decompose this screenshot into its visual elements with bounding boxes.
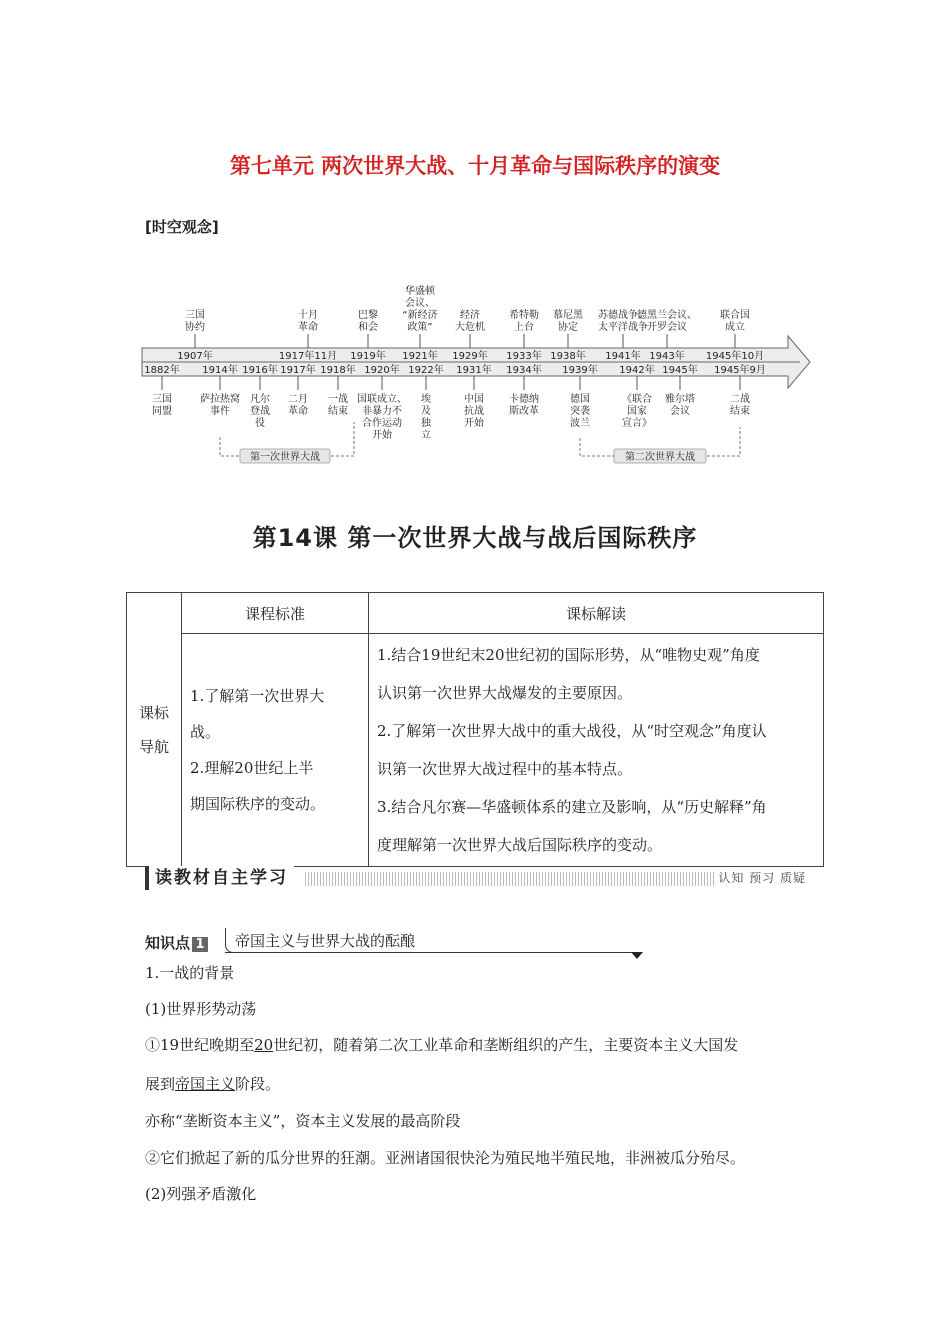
timeline-bottom-label: 中国	[464, 394, 484, 405]
section-label: [时空观念]	[145, 218, 219, 236]
kp-bracket	[225, 928, 234, 953]
timeline-bottom-label: 开始	[464, 418, 484, 429]
timeline-bottom-label: 会议	[670, 406, 690, 417]
timeline-top-label: 政策”	[407, 322, 433, 333]
banner-title: 读教材自主学习	[145, 866, 294, 890]
timeline-bottom-label: 立	[421, 430, 431, 441]
timeline-bottom-label: 役	[255, 418, 265, 429]
timeline-bottom-label: 斯改革	[509, 406, 539, 417]
timeline-bottom-year: 1931年	[456, 365, 492, 376]
side-label-2: 导航	[138, 737, 169, 756]
timeline-top-year: 1919年	[350, 351, 386, 362]
timeline-bottom-year: 1939年	[562, 365, 598, 376]
timeline-bottom-label: 《联合	[622, 394, 652, 405]
ww1-label: 第一次世界大战	[250, 452, 320, 463]
interpretation-line: 识第一次世界大战过程中的基本特点。	[377, 760, 633, 778]
standards-cell	[182, 634, 369, 867]
timeline-top-label: 巴黎	[358, 310, 378, 321]
timeline-top-label: 和会	[358, 322, 378, 333]
standard-line: 1.了解第一次世界大	[190, 687, 325, 705]
timeline-bottom-label: 突袭	[570, 406, 590, 417]
underlined-text: 帝国主义	[175, 1075, 236, 1093]
timeline-bottom-year: 1945年	[662, 365, 698, 376]
kp-label-text: 知识点	[145, 934, 191, 952]
timeline-bottom-label: 国联成立、	[357, 394, 407, 405]
timeline-bottom-label: 开始	[372, 430, 392, 441]
timeline-top-label: “新经济	[402, 310, 438, 321]
paragraph	[145, 1034, 815, 1055]
header-interpretation: 课标解读	[369, 593, 824, 634]
knowledge-point-header	[145, 928, 640, 960]
timeline-bottom-year: 1934年	[506, 365, 542, 376]
timeline-bottom-label: 宣言》	[622, 418, 652, 429]
timeline-bottom-label: 三国	[152, 394, 172, 405]
timeline-bottom-label: 革命	[288, 406, 308, 417]
curriculum-table	[126, 592, 824, 867]
timeline-top-label: 苏德战争、	[598, 310, 648, 321]
timeline-top-label: 联合国	[720, 310, 750, 321]
interpretation-line: 度理解第一次世界大战后国际秩序的变动。	[377, 836, 663, 854]
knowledge-point-title: 帝国主义与世界大战的酝酿	[235, 932, 416, 950]
interpretation-line: 1.结合19世纪末20世纪初的国际形势，从“唯物史观”角度	[377, 646, 760, 664]
timeline-bottom-label: 一战	[328, 394, 348, 405]
timeline-top-label: 上台	[514, 322, 534, 333]
timeline-top-label: 十月	[298, 310, 318, 321]
timeline-bottom-label: 二月	[288, 394, 308, 405]
standard-line: 期国际秩序的变动。	[190, 795, 326, 813]
timeline-top-year: 1943年	[649, 351, 685, 362]
timeline-bottom-year: 1922年	[408, 365, 444, 376]
annotation: 亦称“垄断资本主义”，资本主义发展的最高阶段	[145, 1112, 461, 1130]
timeline-bottom-label: 凡尔	[250, 394, 270, 405]
timeline-top-year: 1938年	[550, 351, 586, 362]
text-span: 阶段。	[235, 1075, 281, 1093]
timeline-bottom-label: 雅尔塔	[665, 394, 695, 405]
timeline-top-year: 1941年	[605, 351, 641, 362]
text-span: 展到	[145, 1075, 176, 1093]
timeline-bottom-year: 1916年	[242, 365, 278, 376]
timeline-bottom-label: 德国	[570, 394, 590, 405]
timeline-bottom-year: 1882年	[144, 365, 180, 376]
timeline-top-year: 1917年11月	[278, 351, 338, 362]
side-label-1: 课标	[138, 703, 169, 722]
timeline-bottom-label: 二战	[730, 394, 750, 405]
timeline-bottom-label: 非暴力不	[362, 406, 402, 417]
timeline-bottom-label: 登战	[250, 406, 270, 417]
kp-number: 1	[192, 937, 208, 952]
timeline-bottom-label: 及	[421, 406, 431, 417]
timeline-top-year: 1929年	[452, 351, 488, 362]
section-banner	[145, 866, 810, 890]
timeline-top-label: 协定	[558, 322, 578, 333]
timeline-bottom-label: 结束	[328, 406, 348, 417]
timeline-bottom-label: 事件	[210, 406, 230, 417]
interpretation-line: 认识第一次世界大战爆发的主要原因。	[377, 684, 633, 702]
unit-title: 第七单元 两次世界大战、十月革命与国际秩序的演变	[229, 154, 721, 178]
timeline-top-label: 慕尼黑	[553, 310, 583, 321]
timeline-bottom-label: 卡德纳	[509, 394, 539, 405]
timeline-top-label: 开罗会议	[647, 322, 687, 333]
paragraph: 1.一战的背景	[145, 964, 235, 982]
timeline-bottom-year: 1914年	[202, 365, 238, 376]
underlined-text: 20	[254, 1036, 274, 1054]
timeline-top-label: 三国	[185, 310, 205, 321]
text-span: ①19世纪晚期至	[145, 1036, 255, 1054]
timeline-bottom-label: 埃	[421, 394, 431, 405]
timeline-top-year: 1921年	[402, 351, 438, 362]
timeline-bottom-year: 1917年	[280, 365, 316, 376]
timeline-bottom-label: 合作运动	[362, 418, 402, 429]
timeline-bottom-label: 抗战	[464, 406, 484, 417]
timeline-top-label: 希特勒	[509, 310, 539, 321]
timeline-bottom-year: 1945年9月	[714, 365, 766, 376]
knowledge-point-label	[145, 932, 208, 953]
paragraph: ②它们掀起了新的瓜分世界的狂潮。亚洲诸国很快沦为殖民地半殖民地，非洲被瓜分殆尽。	[145, 1149, 746, 1167]
timeline-top-label: 华盛顿	[405, 286, 435, 297]
timeline-bottom-year: 1920年	[364, 365, 400, 376]
timeline-top-label: 大危机	[455, 322, 485, 333]
lesson-title: 第14课 第一次世界大战与战后国际秩序	[252, 524, 698, 552]
timeline-bottom-year: 1918年	[320, 365, 356, 376]
timeline	[140, 272, 820, 472]
timeline-top-label: 成立	[725, 322, 745, 333]
timeline-top-label: 会议、	[405, 298, 435, 309]
paragraph: (1)世界形势动荡	[145, 1000, 257, 1018]
paragraph	[145, 1073, 815, 1094]
interpretation-line: 2.了解第一次世界大战中的重大战役，从“时空观念”角度认	[377, 722, 767, 740]
interpretation-cell	[369, 634, 824, 867]
standard-line: 2.理解20世纪上半	[190, 759, 314, 777]
timeline-bottom-label: 国家	[627, 406, 647, 417]
timeline-top-label: 革命	[298, 322, 318, 333]
banner-tags: 认知 预习 质疑	[714, 869, 810, 886]
timeline-bottom-label: 独	[421, 418, 431, 429]
kp-underline	[225, 952, 635, 953]
interpretation-line: 3.结合凡尔赛—华盛顿体系的建立及影响，从“历史解释”角	[377, 798, 767, 816]
timeline-bottom-year: 1942年	[619, 365, 655, 376]
timeline-top-label: 德黑兰会议、	[637, 310, 697, 321]
timeline-bottom-label: 同盟	[152, 406, 172, 417]
timeline-top-year: 1933年	[506, 351, 542, 362]
timeline-top-label: 协约	[185, 322, 205, 333]
timeline-bottom-label: 萨拉热窝	[200, 394, 240, 405]
timeline-top-year: 1907年	[177, 351, 213, 362]
timeline-top-label: 太平洋战争	[598, 322, 648, 333]
table-side-label	[127, 593, 182, 867]
kp-arrow-icon	[631, 952, 643, 959]
ww2-label: 第二次世界大战	[625, 452, 695, 463]
header-standard: 课程标准	[182, 593, 369, 634]
standard-line: 战。	[190, 723, 221, 741]
text-span: 世纪初，随着第二次工业革命和垄断组织的产生，主要资本主义大国发	[273, 1036, 739, 1054]
timeline-top-label: 经济	[460, 310, 480, 321]
paragraph: (2)列强矛盾激化	[145, 1185, 257, 1203]
timeline-bottom-label: 结束	[730, 406, 750, 417]
timeline-bottom-label: 波兰	[570, 418, 590, 429]
timeline-top-year: 1945年10月	[705, 351, 765, 362]
